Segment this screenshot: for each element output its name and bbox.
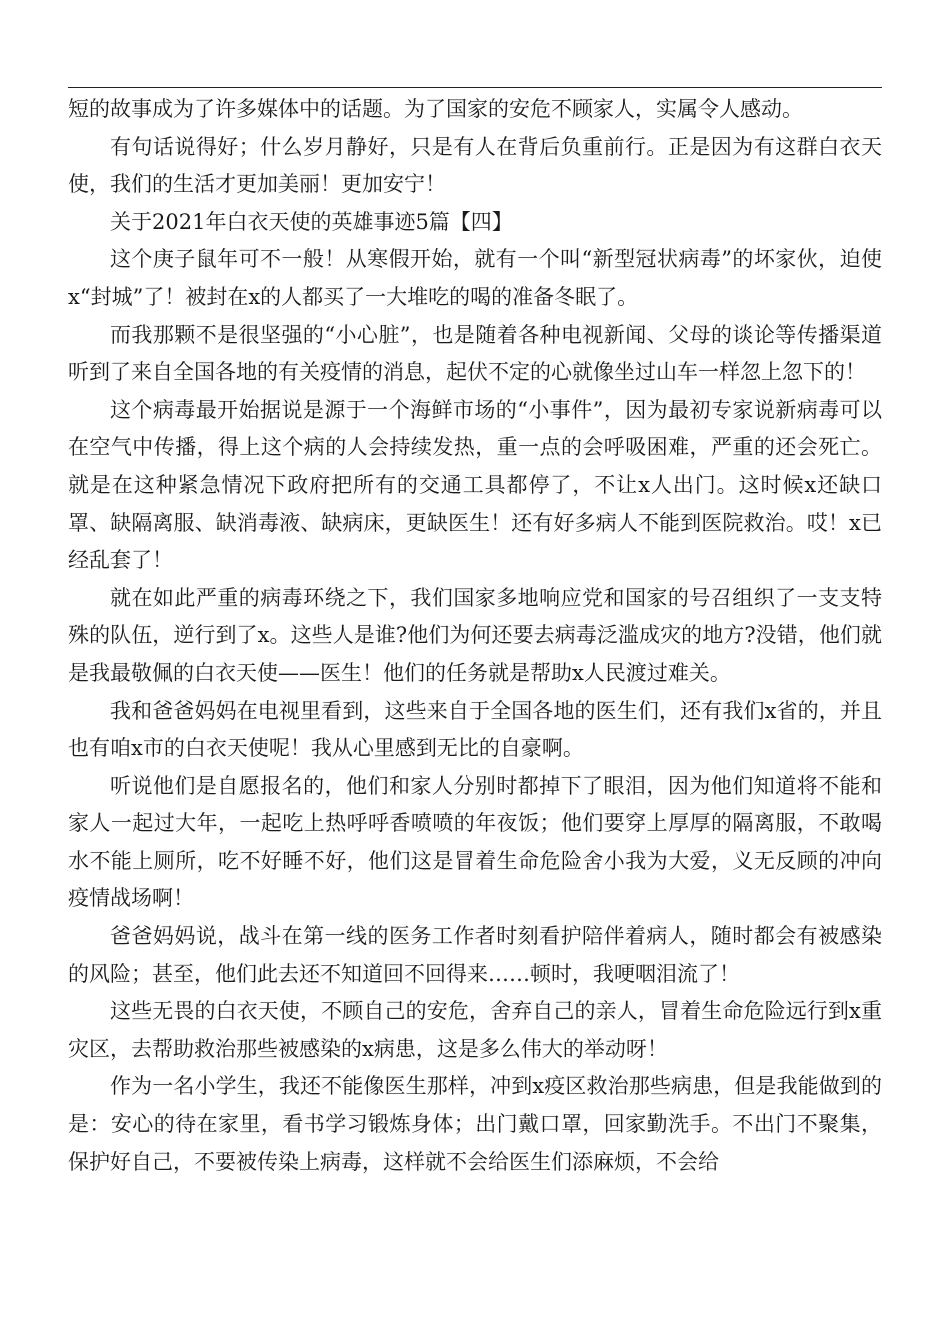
paragraph: 爸爸妈妈说，战斗在第一线的医务工作者时刻看护陪伴着病人，随时都会有被感染的风险；甚至，他们此去还不知道回不回得来……顿时，我哽咽泪流了！	[68, 924, 882, 986]
paragraph: 就在如此严重的病毒环绕之下，我们国家多地响应党和国家的号召组织了一支支特殊的队伍，逆行到了x。这些人是谁?他们为何还要去病毒泛滥成灾的地方?没错，他们就是我最敬佩的白衣天使——医生！他们的任务就是帮助x人民渡过难关。	[68, 585, 882, 685]
paragraph: 听说他们是自愿报名的，他们和家人分别时都掉下了眼泪，因为他们知道将不能和家人一起过大年，一起吃上热呼呼香喷喷的年夜饭；他们要穿上厚厚的隔离服，不敢喝水不能上厕所，吃不好睡不好，他们这是冒着生命危险舍小我为大爱，义无反顾的冲向疫情战场啊！	[68, 773, 882, 911]
paragraph: 有句话说得好；什么岁月静好，只是有人在背后负重前行。正是因为有这群白衣天使，我们的生活才更加美丽！更加安宁！	[68, 134, 882, 197]
document-body	[68, 91, 882, 1181]
paragraph: 这个病毒最开始据说是源于一个海鲜市场的“小事件”，因为最初专家说新病毒可以在空气中传播，得上这个病的人会持续发热，重一点的会呼吸困难，严重的还会死亡。就是在这种紧急情况下政府把所有的交通工具都停了，不让x人出门。这时候x还缺口罩、缺隔离服、缺消毒液、缺病床，更缺医生！还有好多病人不能到医院救治。哎！x已经乱套了！	[68, 397, 882, 573]
paragraph: 我和爸爸妈妈在电视里看到，这些来自于全国各地的医生们，还有我们x省的，并且也有咱x市的白衣天使呢！我从心里感到无比的自豪啊。	[68, 698, 882, 761]
paragraph: 这个庚子鼠年可不一般！从寒假开始，就有一个叫“新型冠状病毒”的坏家伙，迫使x“封城”了！被封在x的人都买了一大堆吃的喝的准备冬眠了。	[68, 247, 882, 309]
paragraph-continuation: 短的故事成为了许多媒体中的话题。为了国家的安危不顾家人，实属令人感动。	[68, 97, 803, 121]
paragraph: 而我那颗不是很坚强的“小心脏”，也是随着各种电视新闻、父母的谈论等传播渠道听到了来自全国各地的有关疫情的消息，起伏不定的心就像坐过山车一样忽上忽下的！	[68, 322, 882, 385]
header-rule	[68, 87, 882, 88]
paragraph: 作为一名小学生，我还不能像医生那样，冲到x疫区救治那些病患，但是我能做到的是：安心的待在家里，看书学习锻炼身体；出门戴口罩，回家勤洗手。不出门不聚集，保护好自己，不要被传染上病毒，这样就不会给医生们添麻烦，不会给	[68, 1074, 882, 1174]
section-heading: 关于2021年白衣天使的英雄事迹5篇【四】	[110, 209, 513, 234]
paragraph: 这些无畏的白衣天使，不顾自己的安危，舍弃自己的亲人，冒着生命危险远行到x重灾区，去帮助救治那些被感染的x病患，这是多么伟大的举动呀！	[68, 999, 882, 1061]
